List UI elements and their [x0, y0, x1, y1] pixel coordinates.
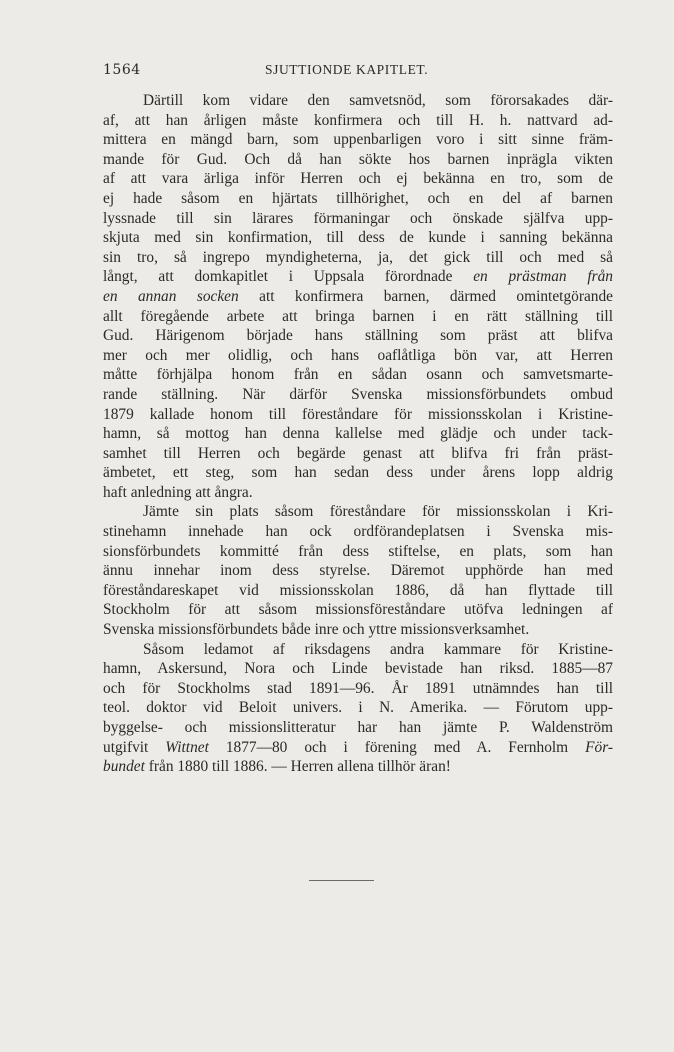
- text-line: skjuta med sin konfirmation, till dess de kunde i sanning bekänna: [103, 229, 613, 247]
- italic-phrase: Wittnet: [165, 738, 209, 756]
- text-line: en annan socken att konfirmera barnen, därmed omintetgörande: [103, 287, 614, 305]
- text-line: och för Stockholms stad 1891—96. År 1891 utnämndes han till: [103, 679, 613, 697]
- text-line: bundet från 1880 till 1886. — Herren allena tillhör äran!: [103, 758, 451, 776]
- text-line: utgifvit Wittnet 1877—80 och i förening med A. Fernholm För-: [103, 738, 613, 756]
- text-line: mittera en mängd barn, som uppenbarligen voro i sitt sinne främ-: [103, 131, 613, 149]
- text-line: samhet till Herren och begärde genast att blifva fri från präst-: [103, 444, 613, 462]
- text-line: sin tro, så ingrepo myndigheterna, ja, det gick till och med så: [103, 248, 613, 266]
- text-line: teol. doktor vid Beloit univers. i N. Amerika. — Förutom upp-: [103, 699, 613, 717]
- italic-phrase: bundet: [103, 758, 145, 776]
- text-line: måtte förhjälpa honom från en sådan osann och samvetsmarte-: [103, 366, 613, 384]
- body-text: [103, 91, 613, 777]
- text-line: Svenska missionsförbundets både inre och yttre missionsverksamhet.: [103, 621, 530, 639]
- text-line: ännu innehar inom dess styrelse. Däremot upphörde han med: [103, 562, 613, 580]
- text-line: ej hade såsom en hjärtats tillhörighet, och en del af barnen: [103, 189, 613, 207]
- chapter-title: SJUTTIONDE KAPITLET.: [265, 62, 429, 77]
- text-line: Stockholm för att såsom missionsföreståndare utöfva ledningen af: [103, 601, 613, 619]
- text-line: byggelse- och missionslitteratur har han jämte P. Waldenström: [103, 719, 613, 736]
- text-line: hamn, så mottog han denna kallelse med glädje och under tack-: [103, 425, 613, 443]
- text-line: mande för Gud. Och då han sökte hos barnen inprägla vikten: [103, 150, 613, 168]
- text-line: Gud. Härigenom började hans ställning som präst att blifva: [103, 327, 613, 345]
- section-divider: [309, 880, 374, 881]
- text-line: af att vara ärliga inför Herren och ej bekänna en tro, som de: [103, 170, 613, 188]
- italic-phrase: en prästman från: [473, 268, 613, 286]
- text-line: allt föregående arbete att bringa barnen i en rätt ställning till: [103, 307, 613, 325]
- text-line: Såsom ledamot af riksdagens andra kammare för Kristine-: [143, 640, 613, 658]
- text-line: 1879 kallade honom till föreståndare för missionsskolan i Kristine-: [103, 405, 613, 423]
- text-line: ämbetet, ett steg, som han sedan dess under årens lopp aldrig: [103, 464, 613, 482]
- text-line: mer och mer olidlig, och hans oaflåtliga bön var, att Herren: [103, 346, 613, 364]
- text-line: långt, att domkapitlet i Uppsala förordnade en prästman från: [103, 268, 613, 286]
- text-line: stinehamn innehade han ock ordförandeplatsen i Svenska mis-: [103, 523, 613, 541]
- text-line: haft anledning att ångra.: [103, 483, 253, 501]
- italic-phrase: en annan socken: [103, 287, 239, 305]
- text-line: föreståndareskapet vid missionsskolan 1886, då han flyttade till: [103, 581, 613, 599]
- page-number: 1564: [103, 62, 141, 78]
- text-line: hamn, Askersund, Nora och Linde bevistade han riksd. 1885—87: [103, 660, 613, 678]
- text-line: lyssnade till sin lärares förmaningar och önskade själfva upp-: [103, 209, 613, 227]
- text-line: rande ställning. När därför Svenska missionsförbundets ombud: [103, 385, 613, 403]
- text-line: Jämte sin plats såsom föreståndare för missionsskolan i Kri-: [143, 503, 613, 521]
- text-line: sionsförbundets kommitté från dess stiftelse, en plats, som han: [103, 542, 613, 560]
- running-head: [103, 62, 613, 84]
- text-line: Därtill kom vidare den samvetsnöd, som förorsakades där-: [143, 92, 613, 109]
- text-line: af, att han årligen måste konfirmera och till H. h. nattvard ad-: [103, 111, 613, 129]
- italic-phrase: För-: [585, 738, 613, 756]
